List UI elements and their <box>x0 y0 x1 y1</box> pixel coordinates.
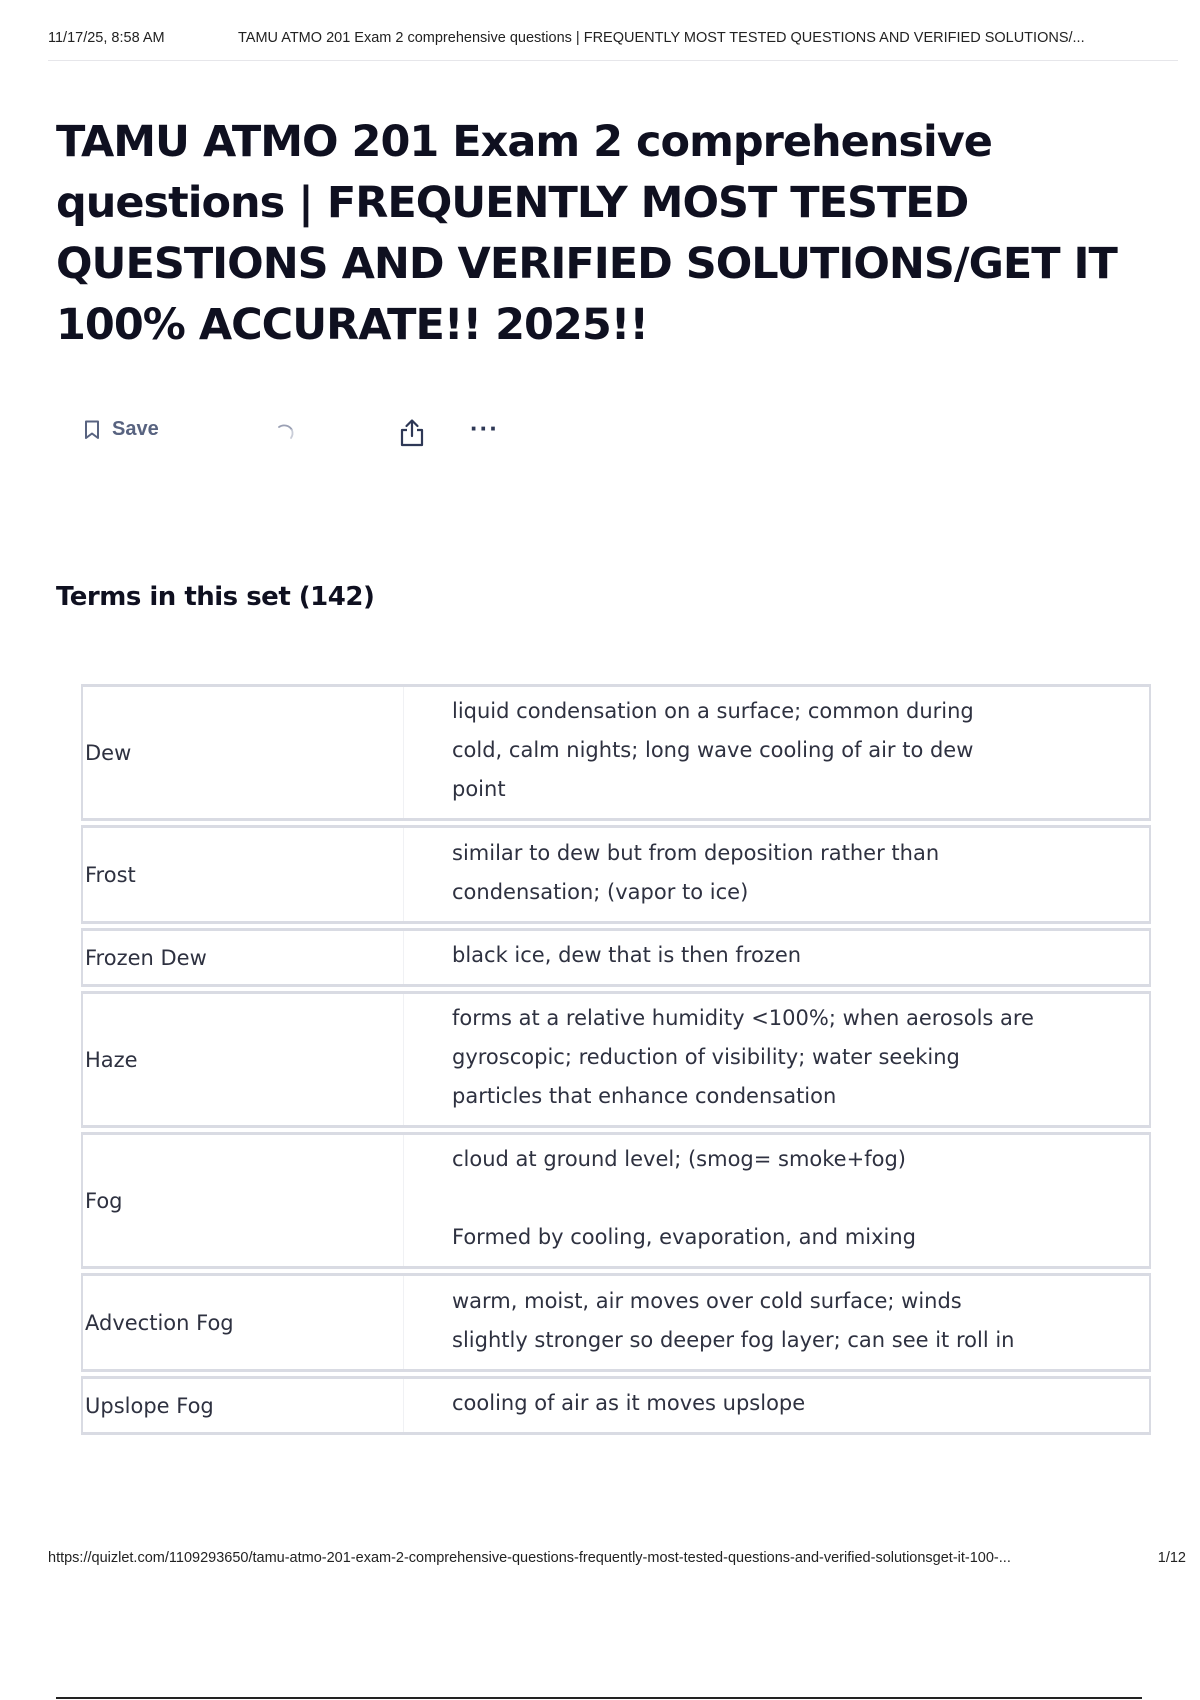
definition-line: forms at a relative humidity <100%; when aerosols are <box>452 1006 1034 1030</box>
term-row <box>82 993 1150 1127</box>
definition-line: black ice, dew that is then frozen <box>452 943 802 967</box>
definition-line: particles that enhance condensation <box>452 1084 837 1108</box>
term-row <box>82 827 1150 923</box>
save-label: Save <box>112 418 159 440</box>
definition-line: gyroscopic; reduction of visibility; water seeking <box>452 1045 960 1069</box>
definition-line: condensation; (vapor to ice) <box>452 879 749 904</box>
set-actions-toolbar <box>84 413 584 454</box>
term-word: Frost <box>82 827 404 923</box>
definition-line: slightly stronger so deeper fog layer; can see it roll in <box>452 1327 1015 1352</box>
definition-line: liquid condensation on a surface; common during <box>452 699 974 723</box>
term-definition <box>404 1275 1151 1371</box>
term-definition <box>404 993 1151 1127</box>
term-row <box>82 1378 1150 1434</box>
term-word: Dew <box>82 686 404 820</box>
definition-line: cooling of air as it moves upslope <box>452 1391 806 1415</box>
term-word: Haze <box>82 993 404 1127</box>
definition-line: Formed by cooling, evaporation, and mixing <box>452 1225 917 1249</box>
page-title: TAMU ATMO 201 Exam 2 comprehensive questions | FREQUENTLY MOST TESTED QUESTIONS AND VERIFIED SOLUTIONS/GET IT 100% ACCURATE!! 2025!! <box>56 117 1117 350</box>
print-footer <box>48 1550 1186 1566</box>
term-row <box>82 1134 1150 1268</box>
print-header <box>48 30 1178 61</box>
page-number: 1/12 <box>1157 1550 1186 1566</box>
terms-heading: Terms in this set (142) <box>56 582 375 612</box>
print-timestamp: 11/17/25, 8:58 AM <box>48 30 165 46</box>
definition-line: cloud at ground level; (smog= smoke+fog) <box>452 1147 906 1171</box>
more-options-icon[interactable]: ··· <box>470 413 499 443</box>
term-word: Frozen Dew <box>82 930 404 986</box>
term-definition <box>404 686 1151 820</box>
term-row <box>82 930 1150 986</box>
term-definition <box>404 930 1151 986</box>
definition-line <box>452 1179 1109 1218</box>
definition-line: warm, moist, air moves over cold surface; winds <box>452 1288 962 1313</box>
bookmark-icon <box>84 420 100 440</box>
term-definition <box>404 1134 1151 1268</box>
print-url: https://quizlet.com/1109293650/tamu-atmo-201-exam-2-comprehensive-questions-frequently-most-tested-questions-and-verified-solutionsget-it-100-... <box>48 1550 1011 1566</box>
term-word: Fog <box>82 1134 404 1268</box>
save-button[interactable] <box>84 418 159 441</box>
print-doc-title: TAMU ATMO 201 Exam 2 comprehensive questions | FREQUENTLY MOST TESTED QUESTIONS AND VERIFIED SOLUTIONS/... <box>238 30 1085 46</box>
term-word: Advection Fog <box>82 1275 404 1371</box>
share-icon[interactable] <box>398 418 426 448</box>
term-definition <box>404 827 1151 923</box>
definition-line: similar to dew but from deposition rather than <box>452 840 940 865</box>
term-definition <box>404 1378 1151 1434</box>
definition-line: point <box>452 777 506 801</box>
page-divider <box>56 1697 1142 1699</box>
terms-table <box>81 684 1151 1435</box>
term-row <box>82 686 1150 820</box>
term-row <box>82 1275 1150 1371</box>
term-word: Upslope Fog <box>82 1378 404 1434</box>
definition-line: cold, calm nights; long wave cooling of air to dew <box>452 738 974 762</box>
loading-spinner-icon <box>274 422 296 444</box>
